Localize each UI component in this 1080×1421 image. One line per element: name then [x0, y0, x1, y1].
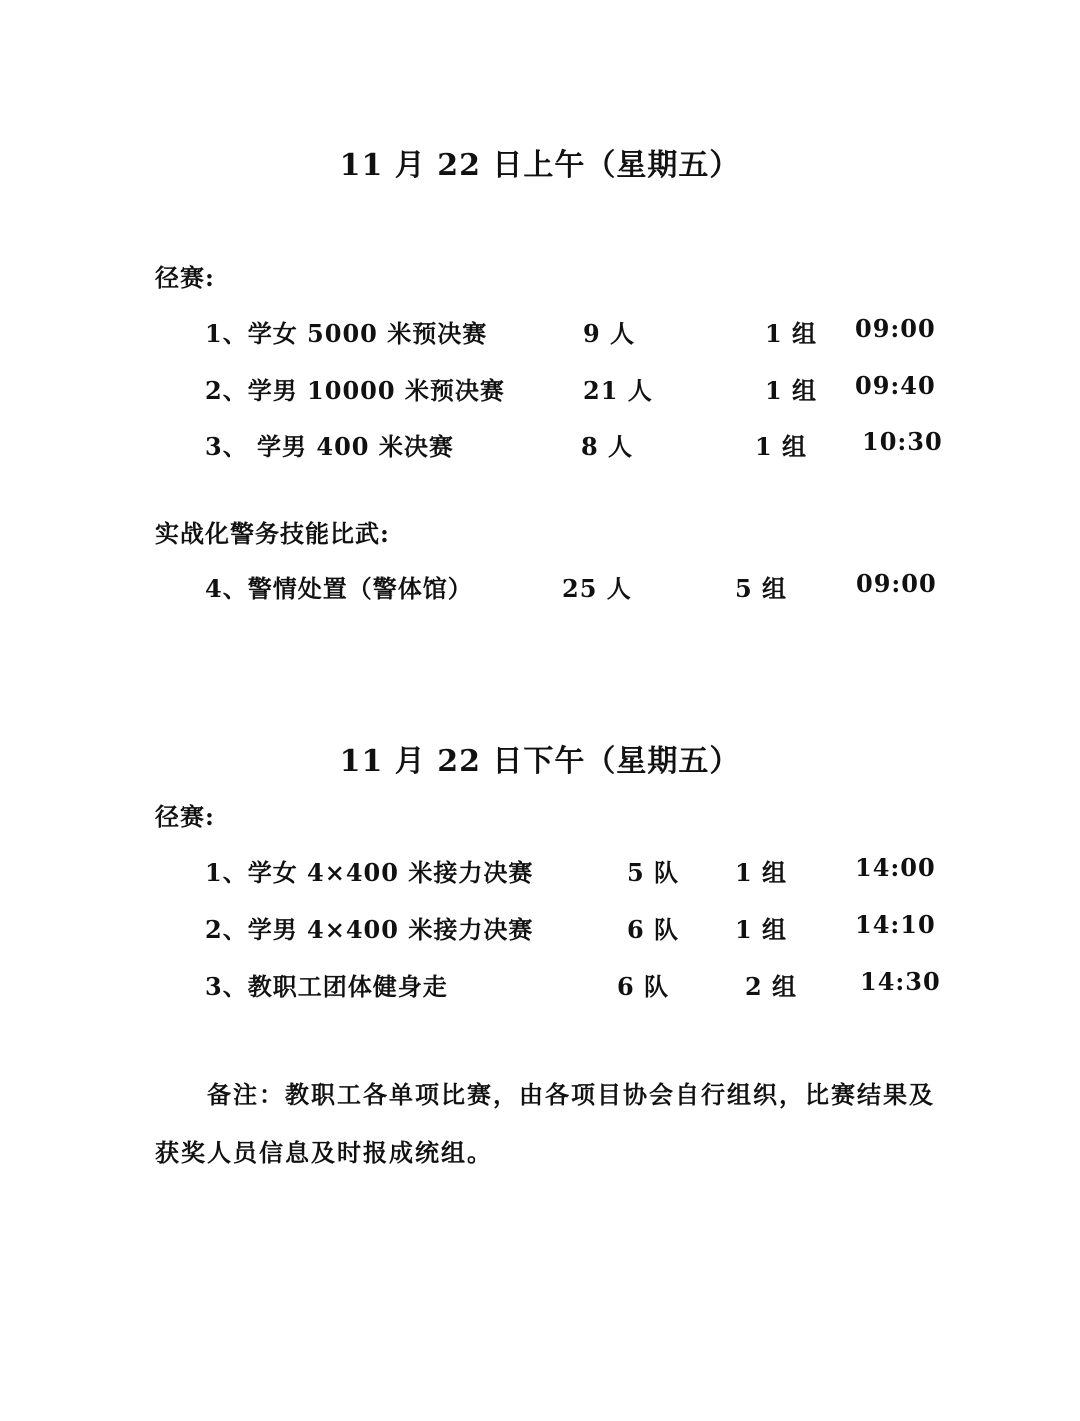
team-count: 6 队 — [627, 915, 680, 944]
afternoon-title: 11 月 22 日下午（星期五） — [339, 744, 741, 779]
group-count: 2 组 — [745, 972, 798, 1001]
table-row — [0, 427, 1080, 461]
table-row — [0, 853, 1080, 887]
police-skills-label: 实战化警务技能比武: — [155, 519, 390, 548]
team-count: 6 队 — [617, 972, 670, 1001]
group-count: 1 组 — [735, 915, 788, 944]
table-row — [0, 967, 1080, 1001]
start-time: 09:40 — [855, 371, 936, 400]
event-name: 4、警情处置（警体馆） — [205, 574, 473, 603]
team-count: 5 队 — [627, 858, 680, 887]
event-name: 1、学女 4×400 米接力决赛 — [205, 858, 534, 887]
table-row — [0, 569, 1080, 603]
start-time: 09:00 — [856, 569, 937, 598]
table-row — [0, 314, 1080, 348]
morning-track-label: 径赛: — [155, 263, 215, 292]
event-name: 2、学男 4×400 米接力决赛 — [205, 915, 534, 944]
participant-count: 21 人 — [583, 376, 653, 405]
start-time: 14:00 — [855, 853, 936, 882]
afternoon-track-label: 径赛: — [155, 802, 215, 831]
morning-title: 11 月 22 日上午（星期五） — [339, 148, 741, 183]
group-count: 1 组 — [735, 858, 788, 887]
start-time: 10:30 — [862, 427, 943, 456]
event-name: 2、学男 10000 米预决赛 — [205, 376, 505, 405]
event-name: 3、 学男 400 米决赛 — [205, 432, 454, 461]
table-row — [0, 910, 1080, 944]
remark-paragraph: 备注：教职工各单项比赛，由各项目协会自行组织，比赛结果及获奖人员信息及时报成统组。 — [155, 1080, 935, 1167]
participant-count: 9 人 — [583, 319, 636, 348]
table-row — [0, 371, 1080, 405]
start-time: 14:30 — [860, 967, 941, 996]
start-time: 09:00 — [855, 314, 936, 343]
event-name: 1、学女 5000 米预决赛 — [205, 319, 488, 348]
participant-count: 25 人 — [562, 574, 632, 603]
group-count: 1 组 — [755, 432, 808, 461]
event-name: 3、教职工团体健身走 — [205, 972, 448, 1001]
start-time: 14:10 — [855, 910, 936, 939]
group-count: 5 组 — [735, 574, 788, 603]
group-count: 1 组 — [765, 319, 818, 348]
participant-count: 8 人 — [581, 432, 634, 461]
group-count: 1 组 — [765, 376, 818, 405]
